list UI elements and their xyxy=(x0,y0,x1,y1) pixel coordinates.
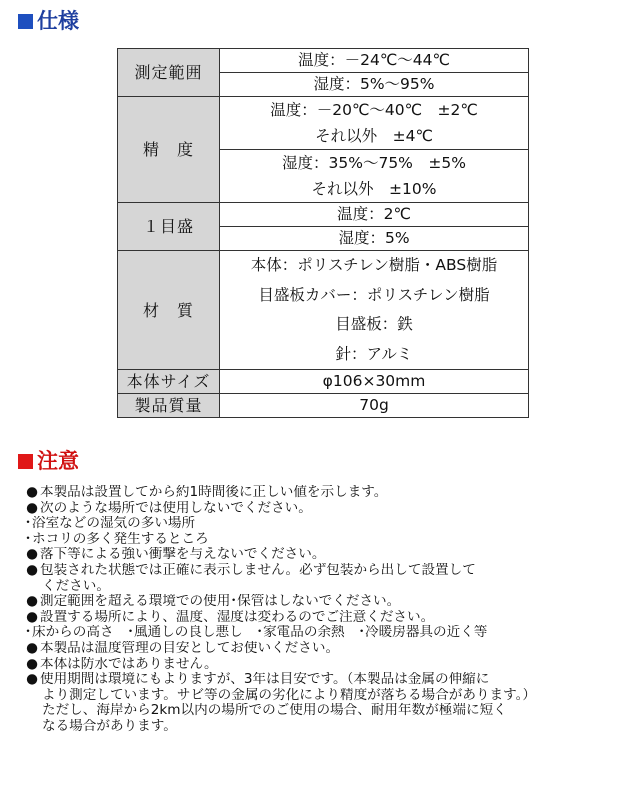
spec-label-body-size: 本体サイズ xyxy=(118,370,220,394)
spec-value: 湿度：5%～95% xyxy=(220,73,529,97)
list-item-continued: ただし、海岸から2km以内の場所でのご使用の場合、耐用年数が極端に短く xyxy=(42,703,507,719)
spec-value: 温度：－24℃～44℃ xyxy=(220,49,529,73)
bullet-icon: ● xyxy=(26,640,38,656)
bullet-icon: ● xyxy=(26,656,38,672)
spec-value: それ以外 ±10% xyxy=(311,180,437,198)
list-item-continued: より測定しています。サビ等の金属の劣化により精度が落ちる場合があります。） xyxy=(42,687,536,703)
spec-label-scale: １目盛 xyxy=(118,203,220,251)
table-row xyxy=(118,203,529,227)
list-item: ● 次のような場所では使用しないでください。 xyxy=(24,501,630,517)
spec-section-title: 仕様 xyxy=(18,11,79,32)
table-row xyxy=(118,370,529,394)
spec-value: それ以外 ±4℃ xyxy=(315,127,433,145)
bullet-icon: ● xyxy=(26,562,38,578)
bullet-icon: ･ xyxy=(24,625,32,641)
table-row xyxy=(118,49,529,73)
spec-label-weight: 製品質量 xyxy=(118,394,220,418)
bullet-icon: ● xyxy=(26,594,38,610)
spec-value: 湿度：35%～75% ±5% xyxy=(282,154,466,172)
list-item: ･ホコリの多く発生するところ xyxy=(24,531,209,547)
list-item: ● 落下等による強い衝撃を与えないでください。 xyxy=(24,547,630,563)
list-item: ･浴室などの湿気の多い場所 xyxy=(24,516,196,532)
spec-value: 目盛板カバー：ポリスチレン樹脂 xyxy=(258,285,490,304)
list-item-continued: なる場合があります。 xyxy=(42,718,177,734)
spec-value: 70g xyxy=(220,394,529,418)
spec-value: 本体：ポリスチレン樹脂・ABS樹脂 xyxy=(250,256,498,274)
spec-label-material: 材 質 xyxy=(118,251,220,370)
notes-list xyxy=(24,485,630,735)
blue-square-icon xyxy=(18,14,33,29)
list-item: ･床からの高さ ･風通しの良し悪し ･家電品の余熱 ･冷暖房器具の近く等 xyxy=(24,625,488,641)
notes-section-title: 注意 xyxy=(18,451,79,472)
list-item: ● 本製品は設置してから約1時間後に正しい値を示します。 xyxy=(24,485,630,501)
bullet-icon: ● xyxy=(26,547,38,563)
spec-label-measure-range: 測定範囲 xyxy=(118,49,220,97)
bullet-icon: ･ xyxy=(24,531,32,547)
bullet-icon: ● xyxy=(26,500,38,516)
list-item: ● 設置する場所により、温度、湿度は変わるのでご注意ください。 xyxy=(24,610,630,626)
spec-table xyxy=(117,48,529,418)
spec-value: 湿度：5% xyxy=(220,227,529,251)
table-row xyxy=(118,394,529,418)
bullet-icon: ･ xyxy=(24,516,32,532)
spec-value: 温度：2℃ xyxy=(220,203,529,227)
spec-value-group xyxy=(220,251,529,370)
bullet-icon: ● xyxy=(26,609,38,625)
bullet-icon: ● xyxy=(26,672,38,688)
list-item: ● 使用期間は環境にもよりますが、3年は目安です。（本製品は金属の伸縮に xyxy=(24,672,630,688)
table-row xyxy=(118,251,529,370)
list-item: ● 測定範囲を超える環境での使用･保管はしないでください。 xyxy=(24,594,630,610)
spec-value: 目盛板：鉄 xyxy=(335,315,413,333)
spec-value: 温度：－20℃～40℃ ±2℃ xyxy=(270,101,478,119)
list-item: ● 本製品は温度管理の目安としてお使いください。 xyxy=(24,641,630,657)
spec-label-accuracy: 精 度 xyxy=(118,97,220,203)
spec-value-group xyxy=(220,150,529,203)
list-item: ● 本体は防水ではありません。 xyxy=(24,657,630,673)
list-item-continued: ください。 xyxy=(42,578,110,594)
spec-value: 針：アルミ xyxy=(335,344,413,363)
spec-value-group xyxy=(220,97,529,150)
list-item: ● 包装された状態では正確に表示しません。必ず包装から出して設置して xyxy=(24,563,630,579)
bullet-icon: ● xyxy=(26,485,38,500)
red-square-icon xyxy=(18,454,33,469)
spec-value: φ106×30mm xyxy=(220,370,529,394)
